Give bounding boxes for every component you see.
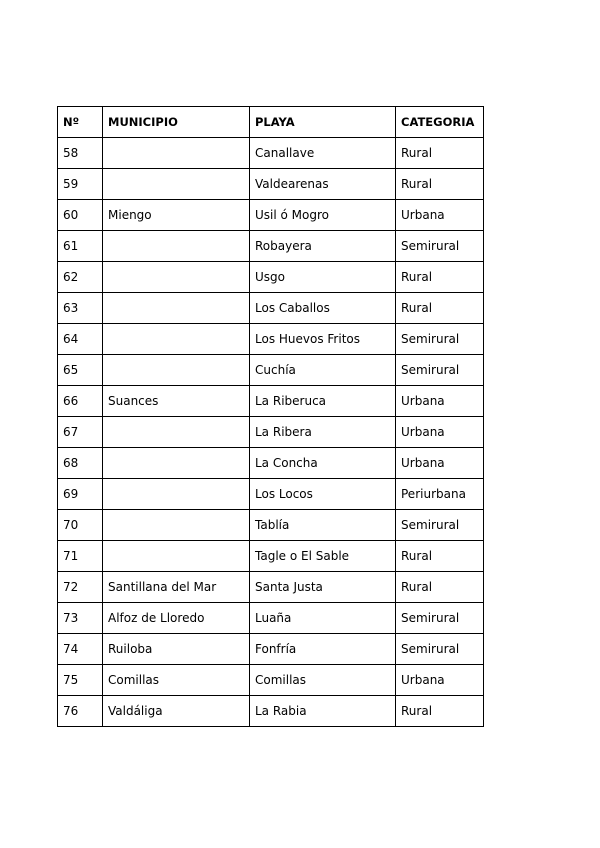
- cell-playa: Luaña: [250, 603, 396, 634]
- cell-municipio: [103, 169, 250, 200]
- cell-playa: Usil ó Mogro: [250, 200, 396, 231]
- cell-num: 66: [58, 386, 103, 417]
- table-row: [58, 603, 484, 634]
- cell-num: 69: [58, 479, 103, 510]
- cell-playa: Canallave: [250, 138, 396, 169]
- cell-municipio: [103, 262, 250, 293]
- cell-municipio: Miengo: [103, 200, 250, 231]
- cell-municipio: [103, 417, 250, 448]
- table-row: [58, 138, 484, 169]
- cell-municipio: Comillas: [103, 665, 250, 696]
- cell-categoria: Rural: [396, 262, 484, 293]
- table-body: [58, 138, 484, 727]
- cell-num: 61: [58, 231, 103, 262]
- cell-playa: Valdearenas: [250, 169, 396, 200]
- cell-municipio: Suances: [103, 386, 250, 417]
- cell-num: 65: [58, 355, 103, 386]
- cell-categoria: Periurbana: [396, 479, 484, 510]
- cell-municipio: [103, 293, 250, 324]
- cell-categoria: Rural: [396, 696, 484, 727]
- cell-categoria: Rural: [396, 138, 484, 169]
- header-playa: PLAYA: [250, 107, 396, 138]
- header-municipio: MUNICIPIO: [103, 107, 250, 138]
- cell-municipio: [103, 355, 250, 386]
- cell-playa: Robayera: [250, 231, 396, 262]
- cell-playa: Comillas: [250, 665, 396, 696]
- beach-table: [57, 106, 484, 727]
- cell-categoria: Urbana: [396, 665, 484, 696]
- cell-categoria: Rural: [396, 293, 484, 324]
- cell-categoria: Semirural: [396, 231, 484, 262]
- table-row: [58, 324, 484, 355]
- cell-num: 72: [58, 572, 103, 603]
- cell-municipio: Santillana del Mar: [103, 572, 250, 603]
- table-row: [58, 293, 484, 324]
- table-header: [58, 107, 484, 138]
- table-row: [58, 541, 484, 572]
- cell-categoria: Semirural: [396, 355, 484, 386]
- table-row: [58, 200, 484, 231]
- cell-categoria: Semirural: [396, 634, 484, 665]
- cell-num: 75: [58, 665, 103, 696]
- cell-num: 60: [58, 200, 103, 231]
- cell-categoria: Rural: [396, 541, 484, 572]
- cell-categoria: Urbana: [396, 386, 484, 417]
- cell-num: 59: [58, 169, 103, 200]
- cell-playa: Cuchía: [250, 355, 396, 386]
- table-row: [58, 262, 484, 293]
- cell-playa: Los Locos: [250, 479, 396, 510]
- table-row: [58, 634, 484, 665]
- cell-municipio: [103, 231, 250, 262]
- cell-municipio: [103, 541, 250, 572]
- table-row: [58, 665, 484, 696]
- cell-num: 74: [58, 634, 103, 665]
- table-row: [58, 510, 484, 541]
- table-row: [58, 386, 484, 417]
- table-row: [58, 417, 484, 448]
- cell-categoria: Semirural: [396, 510, 484, 541]
- cell-playa: Santa Justa: [250, 572, 396, 603]
- cell-municipio: Ruiloba: [103, 634, 250, 665]
- cell-num: 68: [58, 448, 103, 479]
- cell-playa: La Rabia: [250, 696, 396, 727]
- header-categoria: CATEGORIA: [396, 107, 484, 138]
- cell-playa: Los Caballos: [250, 293, 396, 324]
- cell-num: 76: [58, 696, 103, 727]
- cell-playa: Los Huevos Fritos: [250, 324, 396, 355]
- header-row: [58, 107, 484, 138]
- table-row: [58, 355, 484, 386]
- cell-municipio: Alfoz de Lloredo: [103, 603, 250, 634]
- cell-categoria: Urbana: [396, 417, 484, 448]
- cell-municipio: [103, 138, 250, 169]
- cell-playa: La Ribera: [250, 417, 396, 448]
- cell-playa: La Concha: [250, 448, 396, 479]
- cell-municipio: Valdáliga: [103, 696, 250, 727]
- table-row: [58, 448, 484, 479]
- cell-categoria: Rural: [396, 169, 484, 200]
- cell-categoria: Urbana: [396, 200, 484, 231]
- cell-num: 73: [58, 603, 103, 634]
- cell-playa: La Riberuca: [250, 386, 396, 417]
- cell-num: 62: [58, 262, 103, 293]
- cell-categoria: Rural: [396, 572, 484, 603]
- table-row: [58, 696, 484, 727]
- cell-playa: Usgo: [250, 262, 396, 293]
- header-num: Nº: [58, 107, 103, 138]
- cell-num: 67: [58, 417, 103, 448]
- table-row: [58, 169, 484, 200]
- cell-categoria: Semirural: [396, 324, 484, 355]
- cell-num: 63: [58, 293, 103, 324]
- cell-num: 58: [58, 138, 103, 169]
- cell-municipio: [103, 448, 250, 479]
- cell-playa: Fonfría: [250, 634, 396, 665]
- cell-num: 70: [58, 510, 103, 541]
- table-row: [58, 231, 484, 262]
- cell-num: 71: [58, 541, 103, 572]
- table-row: [58, 479, 484, 510]
- cell-categoria: Semirural: [396, 603, 484, 634]
- cell-playa: Tablía: [250, 510, 396, 541]
- cell-municipio: [103, 510, 250, 541]
- cell-num: 64: [58, 324, 103, 355]
- cell-playa: Tagle o El Sable: [250, 541, 396, 572]
- cell-municipio: [103, 324, 250, 355]
- table-row: [58, 572, 484, 603]
- cell-municipio: [103, 479, 250, 510]
- cell-categoria: Urbana: [396, 448, 484, 479]
